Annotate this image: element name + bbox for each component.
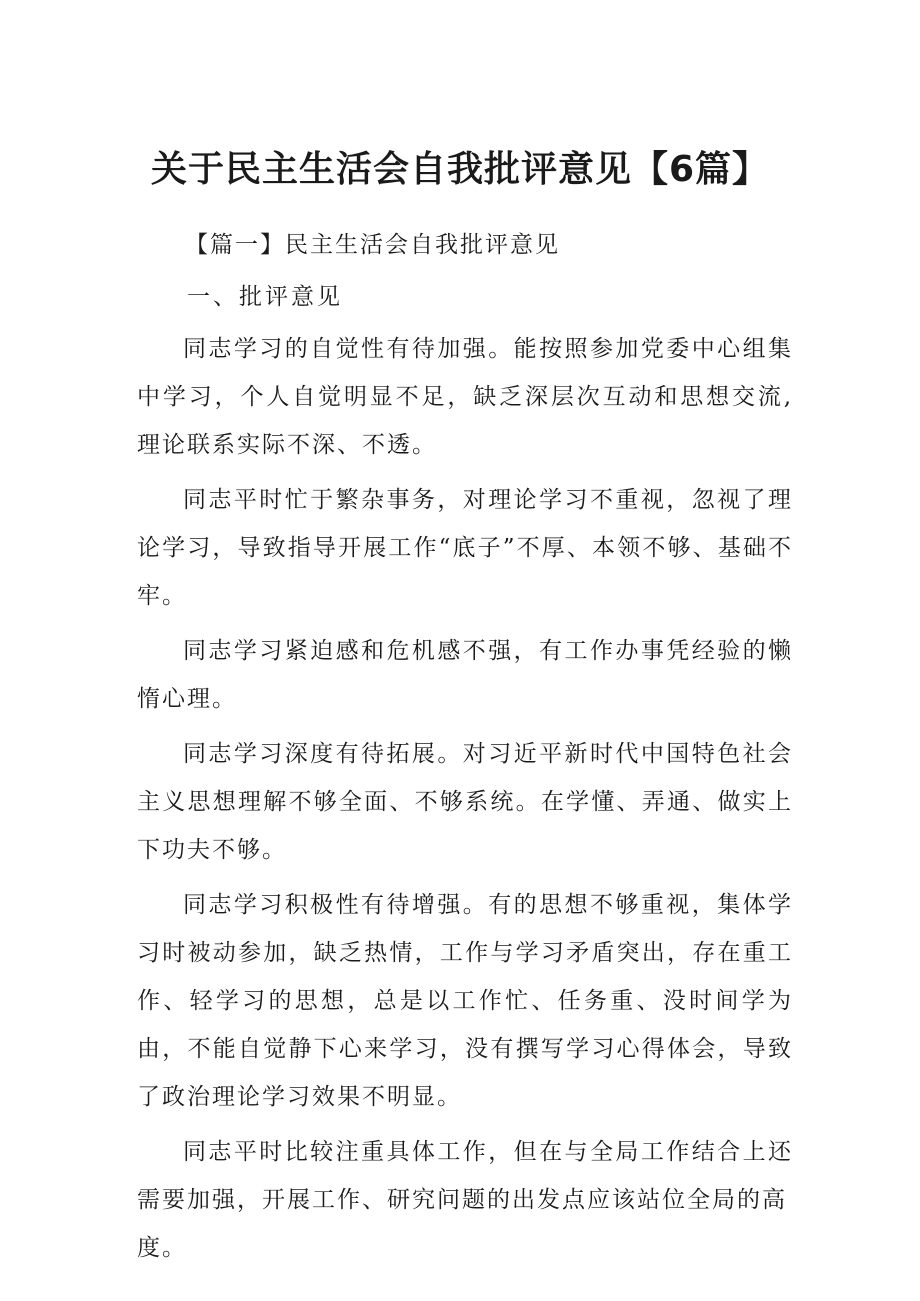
paragraph: 同志学习积极性有待增强。有的思想不够重视，集体学习时被动参加，缺乏热情，工作与学习矛盾突出，存在重工作、轻学习的思想，总是以工作忙、任务重、没时间学为由，不能自觉静下心来学习，没有撰写学习心得体会，导致了政治理论学习效果不明显。 — [137, 892, 793, 1110]
last-paragraph — [137, 1128, 793, 1272]
document-body — [137, 221, 793, 1279]
paragraph: 同志学习的自觉性有待加强。能按照参加党委中心组集中学习，个人自觉明显不足，缺乏深层次互动和思想交流,理论联系实际不深、不透。 — [137, 336, 793, 458]
document-title: 关于民主生活会自我批评意见【6篇】 — [150, 149, 770, 190]
last-paragraph-text: 同志平时比较注重具体工作，但在与全局工作结合上还需要加强，开展工作、研究问题的出发点应该站位全局的高 — [137, 1139, 793, 1213]
paragraph: 同志学习深度有待拓展。对习近平新时代中国特色社会主义思想理解不够全面、不够系统。在学懂、弄通、做实上下功夫不够。 — [137, 741, 793, 863]
paragraph: 同志平时忙于繁杂事务，对理论学习不重视，忽视了理论学习，导致指导开展工作“底子”不厚、本领不够、基础不牢。 — [137, 487, 793, 609]
subheading: 一、批评意见 — [187, 284, 343, 310]
paragraph: 同志学习紧迫感和危机感不强，有工作办事凭经验的懒惰心理。 — [137, 638, 793, 712]
section-heading: 【篇一】民主生活会自我批评意见 — [185, 232, 560, 258]
last-paragraph-tail: 度。 — [137, 1235, 187, 1261]
